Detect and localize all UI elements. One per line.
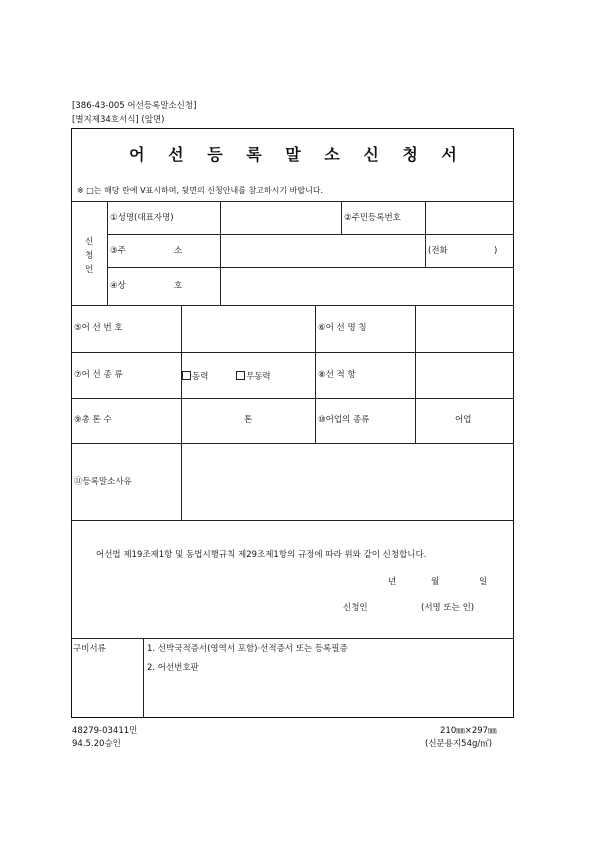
non-powered-label: 무동력: [246, 372, 271, 382]
rule: [315, 305, 316, 443]
sign-or-seal: (서명 또는 인): [421, 603, 475, 613]
applicant-section-label: 청: [85, 251, 94, 261]
rule: [181, 305, 182, 520]
applicant-sign-label: 신청인: [343, 603, 368, 613]
notice-text: ※ □는 해당 란에 V표시하며, 뒷면의 신청안내를 참고하시기 바랍니다.: [77, 186, 324, 195]
rule: [71, 638, 514, 639]
home-port-label: ⑧선 적 항: [318, 370, 356, 380]
rule: [71, 520, 514, 521]
applicant-section-label: 인: [85, 265, 94, 275]
tonnage-label: ⑨총 톤 수: [74, 415, 112, 425]
form-code: [386-43-005 어선등록말소신청]: [72, 101, 197, 111]
form-number: 48279-03411민: [72, 726, 138, 736]
phone-close: ): [494, 246, 498, 256]
rule: [107, 234, 514, 235]
day-label: 일: [479, 577, 488, 587]
rule: [415, 305, 416, 443]
document-item: 2. 어선번호판: [147, 663, 199, 673]
fishery-unit: 어업: [455, 415, 472, 425]
applicant-section-label: 신: [85, 237, 94, 247]
non-powered-option[interactable]: [236, 371, 271, 382]
vessel-number-label: ⑤어 선 번 호: [74, 323, 123, 333]
rule: [71, 305, 514, 306]
rule: [71, 443, 514, 444]
trade-name-label: ④상: [110, 281, 126, 291]
form-attachment: [별지제34호서식] (앞면): [72, 115, 165, 125]
address-label: 소: [174, 246, 183, 256]
rule: [71, 201, 514, 202]
document-item: 1. 선박국적증서(영역서 포함)·선적증서 또는 등록필증: [147, 644, 348, 654]
rule: [425, 201, 426, 267]
rule: [143, 638, 144, 718]
vessel-type-label: ⑦어 선 종 류: [74, 370, 123, 380]
rule: [71, 398, 514, 399]
paper-type: (신문용지54g/㎡): [425, 739, 493, 749]
rrn-label: ②주민등록번호: [344, 213, 401, 223]
address-label: ③주: [110, 246, 126, 256]
name-label: ①성명(대표자명): [110, 213, 174, 223]
paper-size: 210㎜×297㎜: [440, 726, 497, 736]
vessel-name-label: ⑥어 선 명 칭: [318, 323, 367, 333]
tonnage-unit: 톤: [244, 415, 253, 425]
year-label: 년: [388, 577, 397, 587]
rule: [220, 201, 221, 305]
non-powered-checkbox[interactable]: [236, 371, 245, 380]
cancellation-reason-label: ⑪등록말소사유: [74, 477, 132, 487]
month-label: 월: [431, 577, 440, 587]
rule: [107, 267, 514, 268]
powered-label: 동력: [192, 372, 209, 382]
powered-option[interactable]: [182, 371, 208, 382]
declaration-text: 어선법 제19조제1항 및 동법시행규칙 제29조제1항의 규정에 따라 위와 같이 신청합니다.: [96, 550, 427, 560]
rule: [71, 352, 514, 353]
trade-name-label: 호: [174, 281, 183, 291]
documents-label: 구비서류: [73, 644, 106, 654]
phone-label: (전화: [428, 246, 448, 256]
form-title: 어 선 등 록 말 소 신 청 서: [129, 145, 466, 164]
fishery-type-label: ⑩어업의 종류: [318, 415, 370, 425]
rule: [107, 201, 108, 305]
rule: [341, 201, 342, 234]
approval-date: 94.5.20승인: [72, 739, 121, 749]
powered-checkbox[interactable]: [182, 371, 191, 380]
